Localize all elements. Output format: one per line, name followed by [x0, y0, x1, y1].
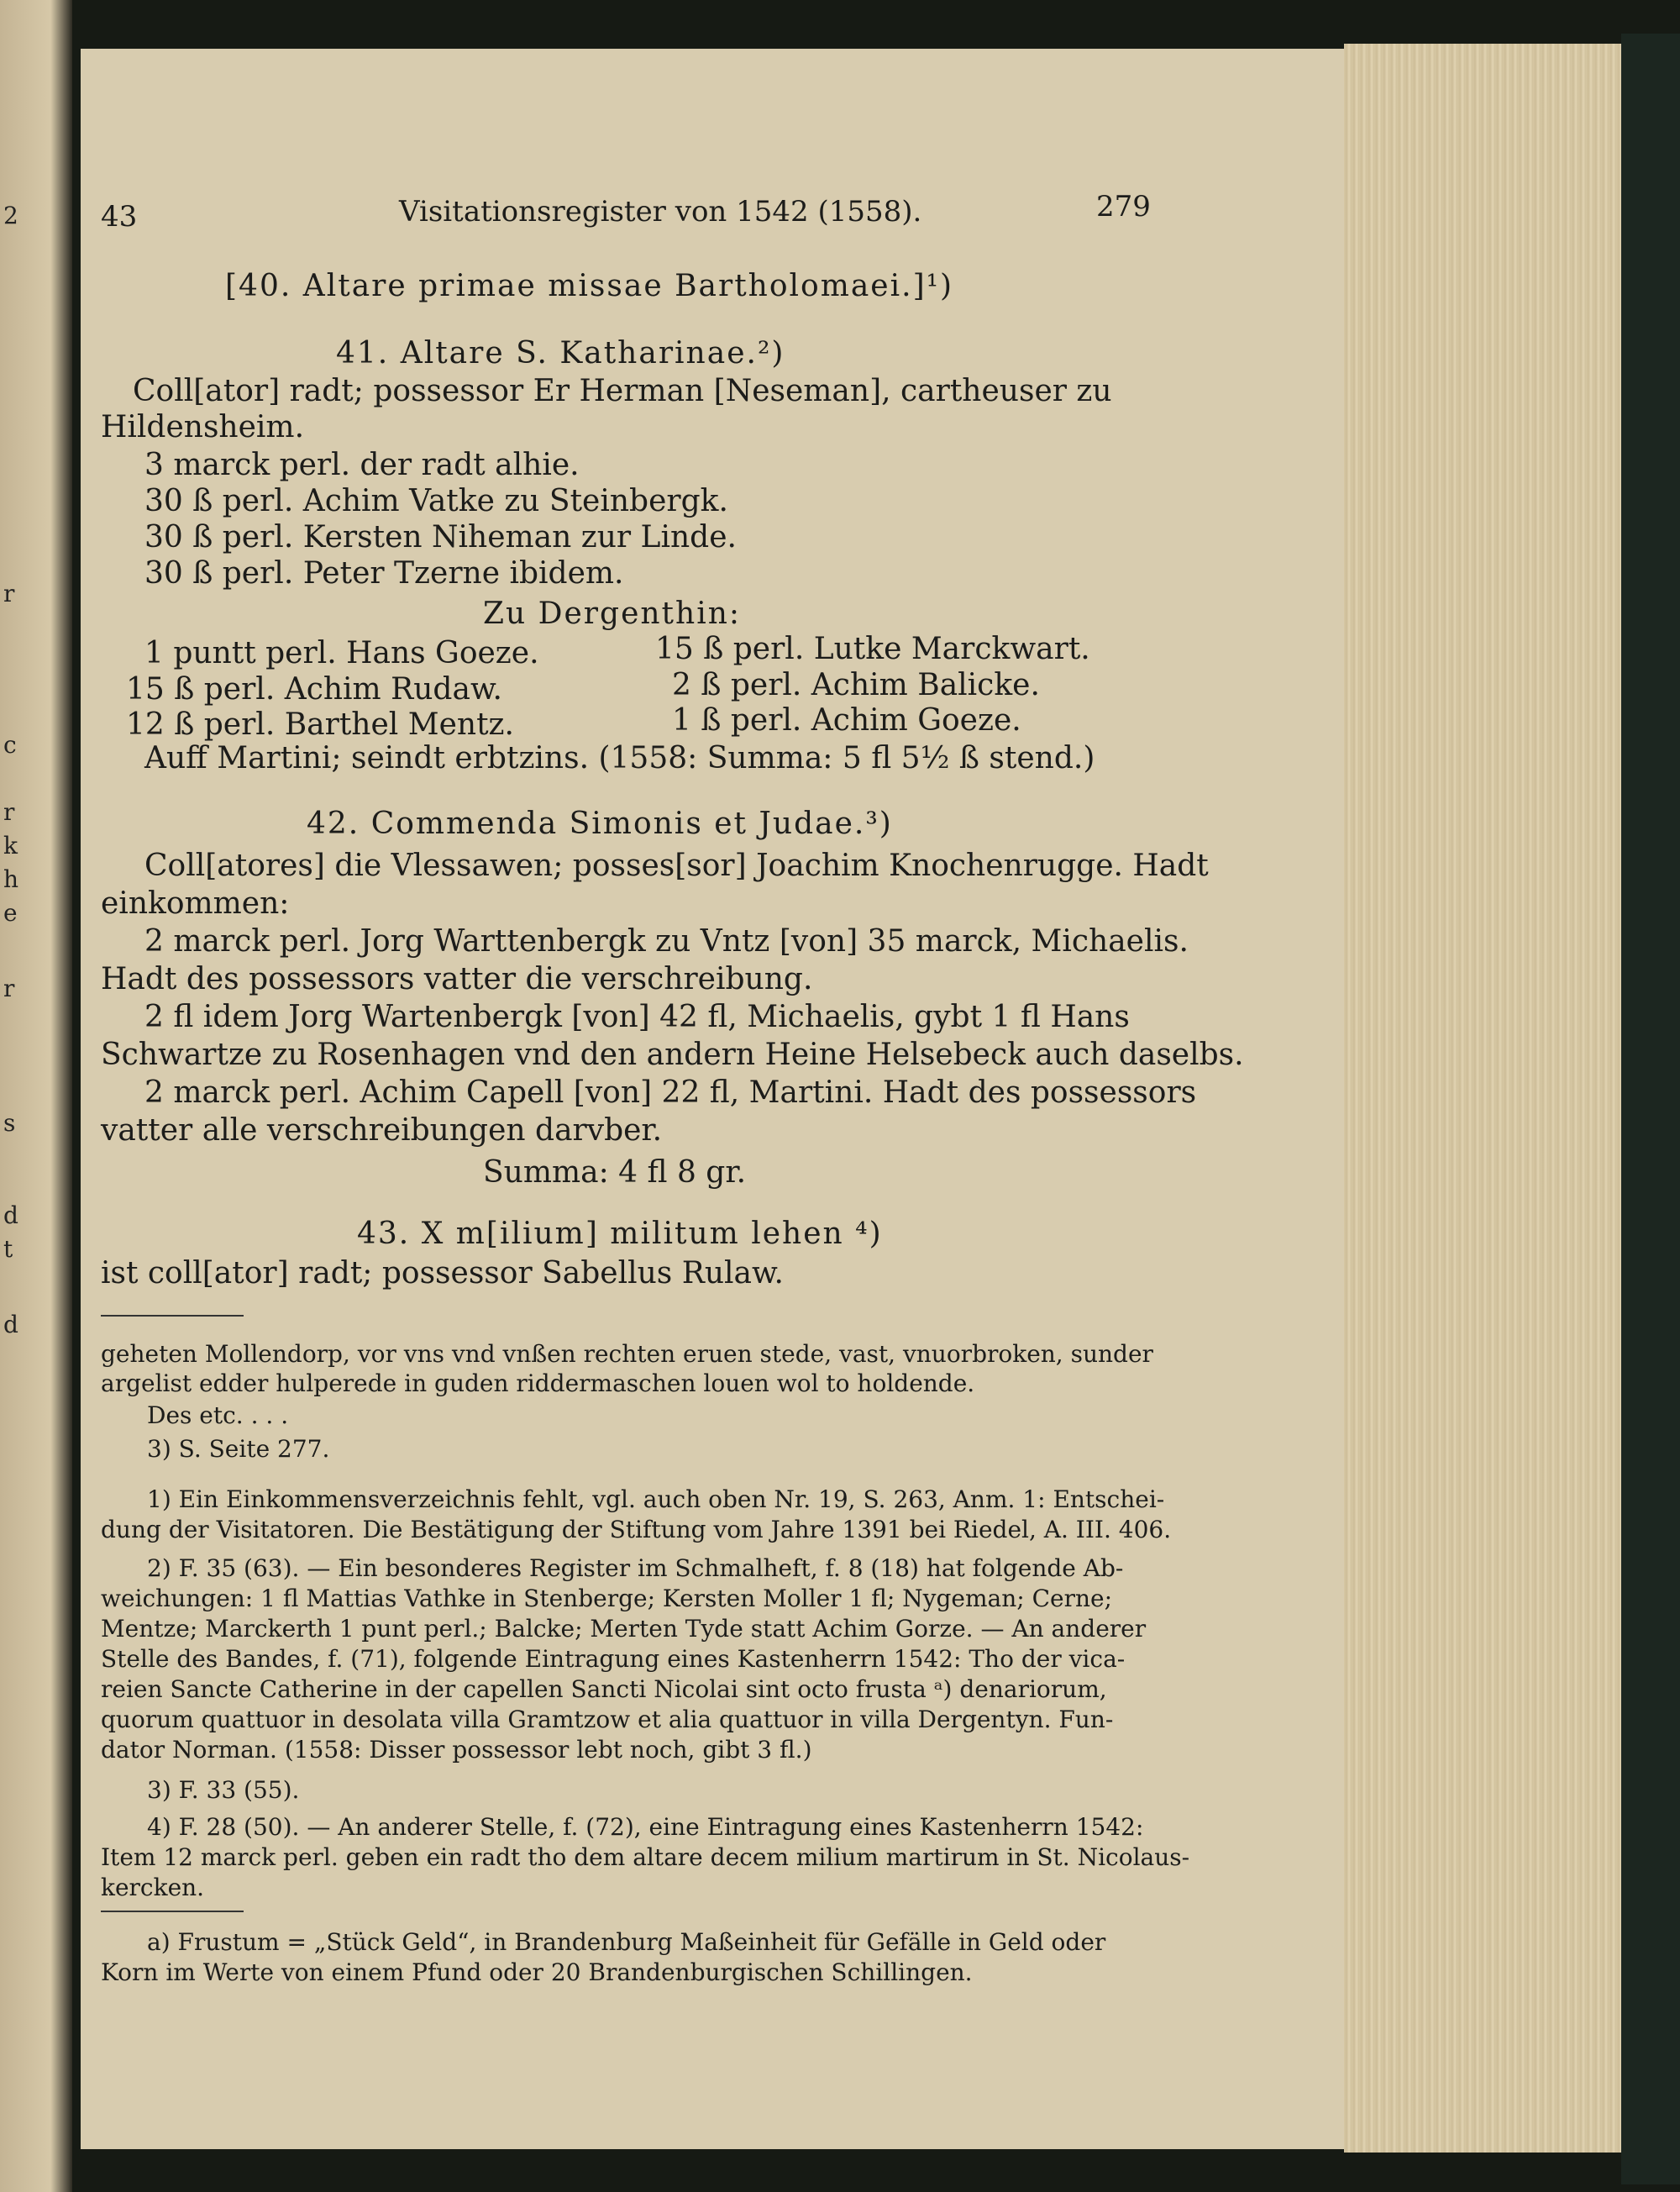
- section-42-line: 2 marck perl. Jorg Warttenbergk zu Vntz [von] 35 marck, Michaelis.: [144, 924, 1189, 959]
- footnote-continuation: Des etc. . . .: [147, 1401, 289, 1429]
- prev-page-fragment: r: [3, 798, 15, 826]
- prev-page-fragment: h: [3, 865, 19, 893]
- footnote-continuation: 3) S. Seite 277.: [147, 1435, 330, 1463]
- footnote-4: 4) F. 28 (50). — An anderer Stelle, f. (72), eine Eintragung eines Kastenherrn 1542:: [147, 1813, 1144, 1841]
- section-42-line: Coll[atores] die Vlessawen; posses[sor] Joachim Knochenrugge. Hadt: [144, 849, 1209, 883]
- prev-page-fragment: k: [3, 832, 18, 859]
- section-43-heading: 43. X m[ilium] militum lehen ⁴): [357, 1217, 883, 1251]
- prev-page-fragment: c: [3, 731, 17, 759]
- section-41-right-entry: 2 ß perl. Achim Balicke.: [672, 668, 1040, 702]
- header-left-number: 43: [101, 200, 138, 234]
- page-stack-edge: [1344, 44, 1621, 2153]
- footnote-3: 3) F. 33 (55).: [147, 1776, 300, 1804]
- section-41-heading: 41. Altare S. Katharinae.²): [336, 336, 785, 371]
- section-42-line: einkommen:: [101, 886, 290, 921]
- section-41-line: Hildensheim.: [101, 410, 305, 444]
- prev-page-fragment: r: [3, 580, 15, 607]
- footnote-divider: [101, 1911, 244, 1912]
- page-number: 279: [1096, 190, 1151, 223]
- footnote-1: dung der Visitatoren. Die Bestätigung der Stiftung vom Jahre 1391 bei Riedel, A. III. 406.: [101, 1516, 1172, 1543]
- section-42-line: vatter alle verschreibungen darvber.: [101, 1113, 663, 1148]
- footnote-2: Stelle des Bandes, f. (71), folgende Eintragung eines Kastenherrn 1542: Tho der vica-: [101, 1645, 1126, 1673]
- section-42-line: 2 fl idem Jorg Wartenbergk [von] 42 fl, Michaelis, gybt 1 fl Hans: [144, 1000, 1130, 1034]
- section-41-line: 30 ß perl. Achim Vatke zu Steinbergk.: [144, 484, 728, 518]
- footnote-2: quorum quattuor in desolata villa Gramtzow et alia quattuor in villa Dergentyn. Fun-: [101, 1706, 1114, 1733]
- section-41-left-entry: 12 ß perl. Barthel Mentz.: [126, 707, 514, 742]
- previous-page-edge: [0, 0, 72, 2192]
- prev-page-fragment: d: [3, 1311, 18, 1338]
- footnote-a: a) Frustum = „Stück Geld“, in Brandenburg Maßeinheit für Gefälle in Geld oder: [147, 1928, 1106, 1956]
- section-41-subheading: Zu Dergenthin:: [483, 597, 742, 631]
- footnote-2: dator Norman. (1558: Disser possessor lebt noch, gibt 3 fl.): [101, 1736, 812, 1764]
- book-cover: [1621, 34, 1680, 2184]
- footnote-2: weichungen: 1 fl Mattias Vathke in Stenberge; Kersten Moller 1 fl; Nygeman; Cerne;: [101, 1585, 1113, 1612]
- section-41-left-entry: 1 puntt perl. Hans Goeze.: [144, 636, 539, 670]
- section-42-line: Schwartze zu Rosenhagen vnd den andern Heine Helsebeck auch daselbs.: [101, 1038, 1244, 1072]
- footnote-4: Item 12 marck perl. geben ein radt tho dem altare decem milium martirum in St. Nicolaus-: [101, 1843, 1190, 1871]
- section-41-line: 30 ß perl. Kersten Niheman zur Linde.: [144, 520, 737, 555]
- section-42-line: 2 marck perl. Achim Capell [von] 22 fl, Martini. Hadt des possessors: [144, 1075, 1197, 1110]
- footnote-continuation: geheten Mollendorp, vor vns vnd vnßen rechten eruen stede, vast, vnuorbroken, sunder: [101, 1340, 1153, 1368]
- section-41-left-entry: 15 ß perl. Achim Rudaw.: [126, 672, 502, 707]
- footnote-divider: [101, 1315, 244, 1317]
- section-42-heading: 42. Commenda Simonis et Judae.³): [307, 807, 893, 841]
- footnote-4: kercken.: [101, 1874, 205, 1901]
- footnote-a: Korn im Werte von einem Pfund oder 20 Brandenburgischen Schillingen.: [101, 1958, 973, 1986]
- section-40-heading: [40. Altare primae missae Bartholomaei.]¹): [225, 269, 954, 303]
- footnote-1: 1) Ein Einkommensverzeichnis fehlt, vgl. auch oben Nr. 19, S. 263, Anm. 1: Entschei-: [147, 1485, 1165, 1513]
- prev-page-fragment: r: [3, 975, 15, 1002]
- running-title: Visitationsregister von 1542 (1558).: [399, 195, 922, 229]
- prev-page-fragment: e: [3, 899, 18, 927]
- footnote-2: Mentze; Marckerth 1 punt perl.; Balcke; Merten Tyde statt Achim Gorze. — An anderer: [101, 1615, 1147, 1643]
- section-42-line: Hadt des possessors vatter die verschreibung.: [101, 962, 813, 996]
- section-41-line: Coll[ator] radt; possessor Er Herman [Neseman], cartheuser zu: [133, 374, 1112, 408]
- prev-page-fragment: 2: [3, 202, 18, 229]
- footnote-continuation: argelist edder hulperede in guden riddermaschen louen wol to holdende.: [101, 1369, 975, 1397]
- section-42-summa: Summa: 4 fl 8 gr.: [483, 1155, 747, 1190]
- prev-page-fragment: s: [3, 1109, 16, 1137]
- section-41-right-entry: 1 ß perl. Achim Goeze.: [672, 703, 1021, 738]
- section-43-line: ist coll[ator] radt; possessor Sabellus Rulaw.: [101, 1256, 784, 1290]
- section-41-right-entry: 15 ß perl. Lutke Marckwart.: [655, 632, 1090, 666]
- section-41-line: 30 ß perl. Peter Tzerne ibidem.: [144, 556, 624, 591]
- footnote-2: reien Sancte Catherine in der capellen Sancti Nicolai sint octo frusta ᵃ) denariorum,: [101, 1675, 1107, 1703]
- section-41-closing: Auff Martini; seindt erbtzins. (1558: Summa: 5 fl 5½ ß stend.): [144, 741, 1095, 775]
- prev-page-fragment: t: [3, 1235, 13, 1263]
- section-41-line: 3 marck perl. der radt alhie.: [144, 448, 580, 482]
- prev-page-fragment: d: [3, 1201, 18, 1229]
- footnote-2: 2) F. 35 (63). — Ein besonderes Register im Schmalheft, f. 8 (18) hat folgende Ab-: [147, 1554, 1124, 1582]
